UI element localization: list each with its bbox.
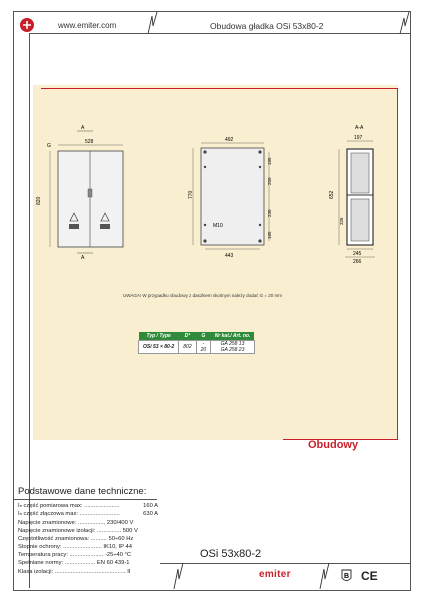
tech-row: Napięcie znamionowe: ................. 230/400 V <box>18 520 134 526</box>
ce-mark: CE <box>361 569 378 583</box>
cell-art-bottom: GA 258 23 <box>220 347 245 353</box>
rear-dim-2: 250 <box>267 177 272 185</box>
cell-art-top: GA 258 13 <box>220 341 245 347</box>
fixing-label: M10 <box>213 223 223 229</box>
g-label: G <box>47 143 51 149</box>
section-view <box>329 125 375 265</box>
front-height-label: 820 <box>36 196 42 205</box>
front-view <box>36 125 123 261</box>
b-certificate-icon <box>340 569 353 583</box>
table-row <box>139 341 255 354</box>
website-url[interactable]: www.emiter.com <box>58 21 117 30</box>
rear-view <box>188 137 272 259</box>
tech-data-panel <box>13 485 159 591</box>
lightning-footer-right-icon <box>318 563 332 589</box>
cell-art <box>211 341 255 354</box>
spec-table-header <box>139 332 255 341</box>
front-width-label: 528 <box>85 139 94 145</box>
lightning-footer-icon <box>172 563 186 589</box>
document-title: Obudowa gładka OSi 53x80-2 <box>210 21 324 31</box>
tech-rule <box>13 499 157 500</box>
rear-bottom-width-label: 443 <box>225 253 234 259</box>
lightning-corner-icon <box>398 12 412 34</box>
col-art: Nr kat./ Art. no. <box>211 332 255 341</box>
cell-g-bottom: 20 <box>200 347 207 353</box>
emiter-logo-icon <box>19 17 35 33</box>
rear-dim-1: 185 <box>267 157 272 165</box>
tech-row: Napięcie znamionowe izolacji: ............... 500 V <box>18 528 138 534</box>
header-rule <box>30 33 410 34</box>
tech-row: Temperatura pracy: ..................... -25÷40 °C <box>18 552 132 558</box>
tech-row: Stopnie ochrony: ........................ IK10, IP 44 <box>18 544 132 550</box>
tech-title: Podstawowe dane techniczne: <box>18 486 147 497</box>
cell-g <box>196 341 211 354</box>
tech-row: Częstotliwość znamionowa: .......... 50÷60 Hz <box>18 536 134 542</box>
page-header <box>14 12 410 38</box>
section-bottom-width-2: 266 <box>353 259 362 265</box>
col-type: Typ / Type <box>139 332 179 341</box>
section-title: A-A <box>355 125 364 131</box>
cell-type: OSi 53 × 80-2 <box>139 341 179 354</box>
col-d: D* <box>179 332 196 341</box>
svg-text:B: B <box>344 573 350 580</box>
tech-row: Spełniane normy: ................... EN 60 439-1 <box>18 560 130 566</box>
section-marker-top: A <box>81 125 85 131</box>
category-label: Obudowy <box>308 439 359 451</box>
cell-d: 802 <box>179 341 196 354</box>
section-width-label: 197 <box>354 135 363 141</box>
tech-row: Klasa izolacji: ............................................ II <box>18 569 131 575</box>
col-g: G <box>196 332 211 341</box>
rear-dim-3: 230 <box>267 209 272 217</box>
rear-height-label: 770 <box>188 190 194 199</box>
model-name: OSi 53x80-2 <box>200 548 262 560</box>
section-height-label: 652 <box>329 190 335 199</box>
section-bottom-width-1: 245 <box>353 251 362 257</box>
tech-row: Iₙ część złączowa max: ......................... 630 A <box>18 511 158 517</box>
cell-g-top: - <box>202 341 205 347</box>
note-text: UWAGA! W przypadku obudowy z daszkiem skośnym należy dodać G = 20 mm <box>123 293 283 298</box>
rear-dim-4: 185 <box>267 231 272 239</box>
tech-row: Iₙ część pomiarowa max: ...................... 160 A <box>18 503 158 509</box>
footer-rule <box>160 563 410 564</box>
section-marker-bottom: A <box>81 255 85 261</box>
lightning-divider-icon <box>145 12 159 34</box>
enclosure-drawing <box>33 85 398 285</box>
rear-width-label: 492 <box>225 137 234 143</box>
spec-table <box>138 332 255 354</box>
brand-logo: emiter <box>259 569 291 580</box>
section-inner-label: 326 <box>339 217 344 225</box>
